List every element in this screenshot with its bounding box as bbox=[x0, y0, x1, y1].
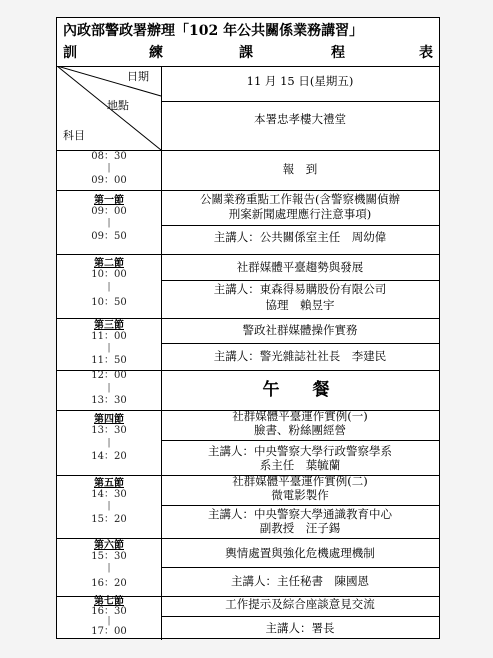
session-label: 第七節 bbox=[94, 596, 124, 607]
topic-line: 警政社群媒體操作實務 bbox=[242, 323, 358, 337]
title-line-1: 內政部警政署辦理「102 年公共關係業務講習」 bbox=[63, 23, 364, 39]
time-start: 14：30 bbox=[91, 489, 127, 500]
topic-speaker-divider bbox=[161, 616, 439, 617]
place-label: 地點 bbox=[107, 99, 129, 112]
schedule-table bbox=[56, 17, 440, 639]
topic-speaker-divider bbox=[161, 225, 439, 226]
speaker-line: 主講人：中央警察大學行政警察學系 bbox=[208, 444, 392, 458]
time-start: 13：30 bbox=[91, 425, 127, 436]
time-dash: | bbox=[107, 163, 111, 173]
time-start: 16：30 bbox=[91, 606, 127, 617]
speaker-line: 主講人：東森得易購股份有限公司 bbox=[213, 282, 387, 296]
title-char-4: 程 bbox=[331, 45, 345, 61]
time-start: 10：00 bbox=[91, 269, 127, 280]
time-dash: | bbox=[107, 616, 111, 626]
session-label: 第一節 bbox=[94, 195, 124, 206]
session-label: 第四節 bbox=[94, 414, 124, 425]
topic-speaker-divider bbox=[161, 280, 439, 281]
time-end: 13：30 bbox=[91, 395, 127, 406]
topic-speaker-divider bbox=[161, 343, 439, 344]
topic-line: 微電影製作 bbox=[271, 488, 329, 502]
time-dash: | bbox=[107, 563, 111, 573]
time-dash: | bbox=[107, 282, 111, 292]
speaker-line: 主講人：署長 bbox=[265, 621, 335, 635]
time-start: 15：30 bbox=[91, 551, 127, 562]
row-divider bbox=[57, 538, 439, 539]
session-label: 第三節 bbox=[94, 320, 124, 331]
time-end: 09：50 bbox=[91, 231, 127, 242]
topic-line: 臉書、粉絲團經營 bbox=[254, 423, 346, 437]
speaker-line: 主講人：公共關係室主任 周幼偉 bbox=[213, 230, 387, 244]
topic-speaker-divider bbox=[161, 440, 439, 441]
time-start: 09：00 bbox=[91, 206, 127, 217]
topic-speaker-divider bbox=[161, 505, 439, 506]
place-value: 本署忠孝樓大禮堂 bbox=[254, 112, 346, 126]
time-start: 08：30 bbox=[91, 151, 127, 162]
topic-line: 社群媒體平臺運作實例(一) bbox=[232, 409, 368, 423]
row-divider bbox=[57, 190, 439, 191]
speaker-line: 主講人：警光雜誌社社長 李建民 bbox=[213, 349, 387, 363]
subject-label: 科目 bbox=[63, 129, 85, 142]
session-label: 第二節 bbox=[94, 258, 124, 269]
time-dash: | bbox=[107, 343, 111, 353]
speaker-line: 協理 賴昱宇 bbox=[265, 298, 335, 312]
title-char-3: 課 bbox=[239, 45, 253, 61]
time-end: 11：50 bbox=[91, 355, 127, 366]
time-end: 10：50 bbox=[91, 297, 127, 308]
checkin-text: 報 到 bbox=[282, 162, 318, 176]
time-end: 14：20 bbox=[91, 451, 127, 462]
lunch-text: 午 餐 bbox=[262, 380, 338, 400]
topic-line: 工作提示及綜合座談意見交流 bbox=[225, 597, 375, 611]
date-label: 日期 bbox=[127, 70, 149, 83]
title-char-5: 表 bbox=[419, 45, 433, 61]
title-char-1: 訓 bbox=[63, 45, 77, 61]
row-divider bbox=[57, 254, 439, 255]
time-end: 09：00 bbox=[91, 175, 127, 186]
time-dash: | bbox=[107, 501, 111, 511]
speaker-line: 主講人：主任秘書 陳國恩 bbox=[231, 574, 369, 588]
time-dash: | bbox=[107, 438, 111, 448]
topic-speaker-divider bbox=[161, 567, 439, 568]
header-mid-line bbox=[161, 101, 439, 102]
session-label: 第六節 bbox=[94, 540, 124, 551]
row-divider bbox=[57, 318, 439, 319]
time-end: 16：20 bbox=[91, 578, 127, 589]
time-start: 11：00 bbox=[91, 331, 127, 342]
speaker-line: 副教授 汪子錫 bbox=[259, 521, 341, 535]
topic-line: 輿情處置與強化危機處理機制 bbox=[225, 546, 375, 560]
title-char-2: 練 bbox=[149, 45, 163, 61]
topic-line: 社群媒體平臺趨勢與發展 bbox=[236, 260, 364, 274]
session-label: 第五節 bbox=[94, 478, 124, 489]
topic-line: 刑案新聞處理應行注意事項) bbox=[228, 207, 372, 221]
topic-line: 公關業務重點工作報告(含警察機關偵辦 bbox=[200, 192, 400, 206]
time-dash: | bbox=[107, 383, 111, 393]
time-end: 15：20 bbox=[91, 514, 127, 525]
time-start: 12：00 bbox=[91, 370, 127, 381]
date-value: 11 月 15 日(星期五) bbox=[246, 74, 354, 88]
time-dash: | bbox=[107, 218, 111, 228]
topic-line: 社群媒體平臺運作實例(二) bbox=[232, 474, 368, 488]
speaker-line: 主講人：中央警察大學通識教育中心 bbox=[208, 507, 392, 521]
time-end: 17：00 bbox=[91, 626, 127, 637]
speaker-line: 系主任 葉毓蘭 bbox=[259, 458, 341, 472]
